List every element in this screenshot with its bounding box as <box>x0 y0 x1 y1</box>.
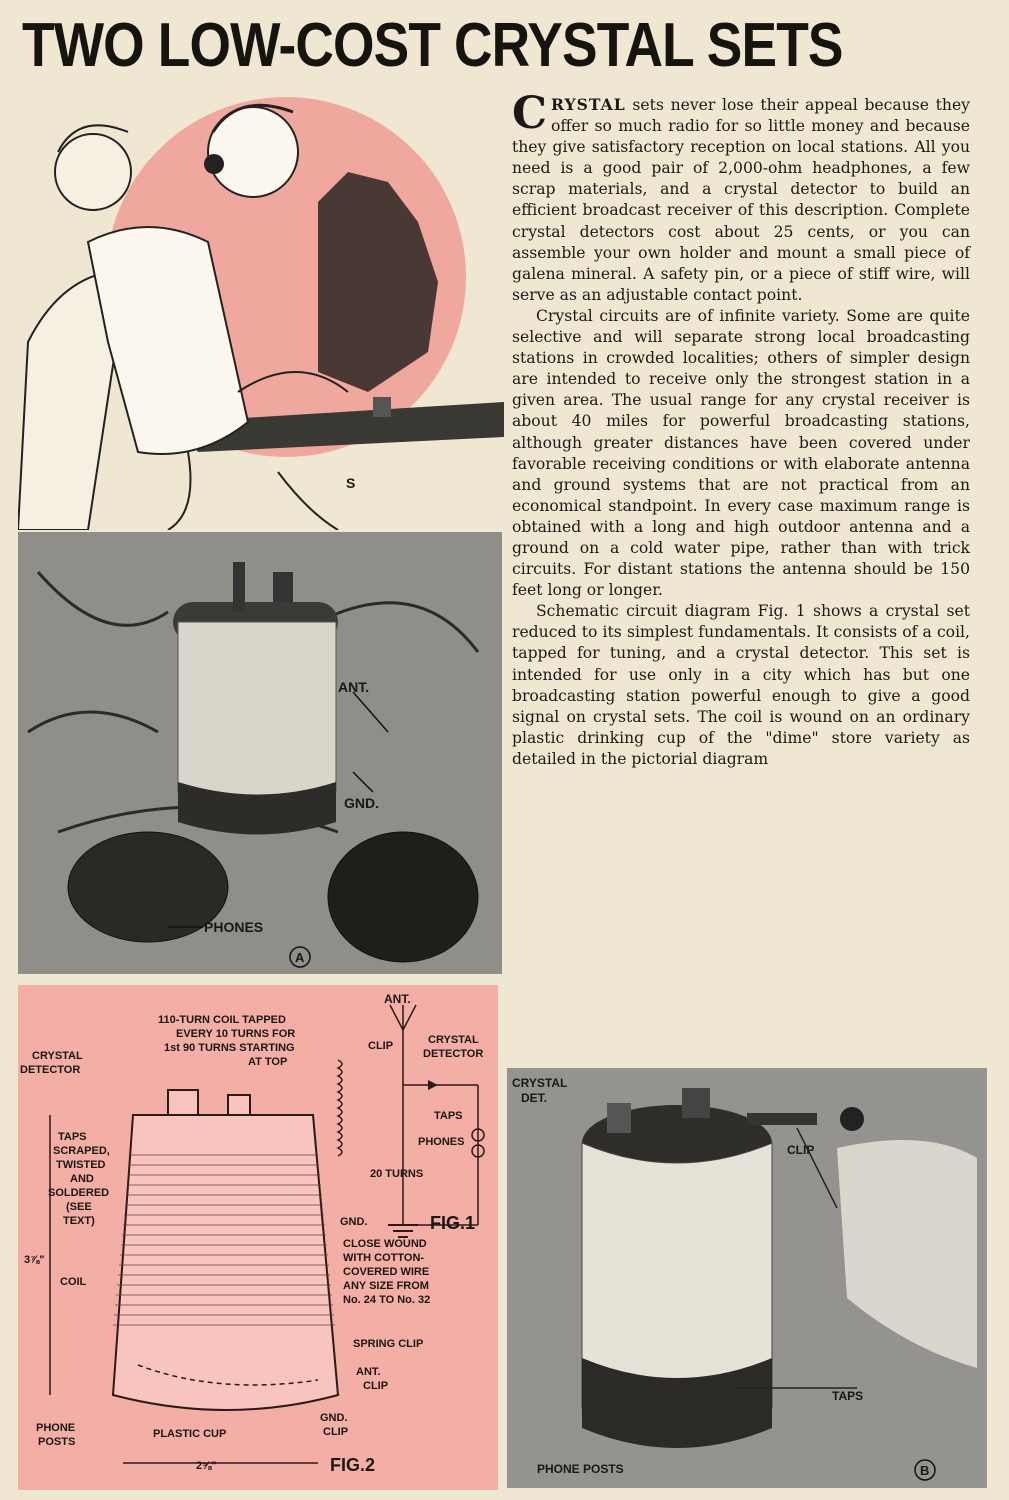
phones-label-fig1: PHONES <box>418 1136 465 1148</box>
cup-outline <box>113 1115 338 1410</box>
ant-clip-label: ANT. CLIP <box>356 1366 389 1392</box>
ant-label-a: ANT. <box>338 679 370 695</box>
gnd-label-fig1: GND. <box>340 1216 368 1228</box>
close-wound-note: CLOSE WOUND WITH COTTON- COVERED WIRE ANY SIZE FROM No. 24 TO No. 32 <box>343 1238 431 1306</box>
gnd-label-a: GND. <box>344 795 379 811</box>
article-paragraph-2: Crystal circuits are of infinite variety. Some are quite selective and will separate strong local broadcasting stations in crowded localities; others of simpler design are intended to receive only the strongest station in a given area. The usual range for any crystal receiver is about 40 miles for powerful broadcasting stations, although greater distances have been covered under favorable receiving conditions or with elaborate antenna and ground systems that are not practical from an economical standpoint. In every case maximum range is obtained with a long and high outdoor antenna and a ground on a cold water pipe, rather than with trick circuits. For distant stations the antenna should be 150 feet long or longer. <box>512 306 970 600</box>
fig2-caption: FIG.2 <box>330 1455 376 1475</box>
headphone-icon <box>204 154 224 174</box>
coil-tap-note: 110-TURN COIL TAPPED EVERY 10 TURNS FOR 1st 90 TURNS STARTING AT TOP <box>158 1014 296 1068</box>
crystal-det-label: CRYSTAL DET. <box>512 1076 568 1105</box>
plastic-cup-label: PLASTIC CUP <box>153 1428 227 1440</box>
ant-label-fig1: ANT. <box>384 992 411 1006</box>
listening-illustration <box>18 92 504 530</box>
photo-a-drawing <box>18 532 502 974</box>
coil-form <box>178 622 336 805</box>
crystal-detector-label-fig1: CRYSTAL DETECTOR <box>423 1034 484 1060</box>
crystal-detector-label-fig2: CRYSTAL DETECTOR <box>20 1050 83 1076</box>
illustration-drawing <box>18 92 504 530</box>
crystal-set-mini <box>373 397 391 417</box>
twenty-turns-label: 20 TURNS <box>370 1168 424 1180</box>
phone-posts-label-fig2: PHONE POSTS <box>36 1422 76 1448</box>
phone-posts-label-b: PHONE POSTS <box>537 1462 624 1476</box>
paragraph-1-text: sets never lose their appeal because they offer so much radio for so little money and because they give satisfactory reception on local stations. All you need is a good pair of 2,000-ohm headphones, a few scrap materials, and a crystal detector to build an efficient broadcast receiver of this description. Complete crystal detectors cost about 25 cents, or you can assemble your own holder and mount a small piece of galena mineral. A safety pin, or a piece of stiff wire, will serve as an adjustable contact point. <box>512 96 970 304</box>
photo-a-tag: A <box>295 950 305 965</box>
spring-clip-label: SPRING CLIP <box>353 1338 424 1350</box>
drop-cap: C <box>512 88 548 139</box>
clip-label-fig1: CLIP <box>368 1040 394 1052</box>
photo-a <box>18 532 502 974</box>
article-body <box>512 88 970 770</box>
lead-word: RYSTAL <box>551 95 626 114</box>
circuit-diagram-figure <box>18 985 498 1490</box>
article-paragraph-1 <box>512 88 970 306</box>
taps-label-b: TAPS <box>832 1389 864 1403</box>
clip-label-b: CLIP <box>787 1143 815 1157</box>
photo-b-drawing <box>507 1068 987 1488</box>
artist-signature: S <box>346 475 356 491</box>
photo-b-tag: B <box>920 1463 930 1478</box>
gnd-clip-label: GND. CLIP <box>320 1412 349 1438</box>
fig1-caption: FIG.1 <box>430 1213 476 1233</box>
earphone-right <box>328 832 478 962</box>
height-dimension-label: 3⅞" <box>24 1254 45 1266</box>
article-paragraph-3: Schematic circuit diagram Fig. 1 shows a crystal set reduced to its simplest fundamentals. It consists of a coil, tapped for tuning, and a crystal detector. This set is intended for use only in a city which has but one broadcasting station powerful enough to give a good signal on crystal sets. The coil is wound on an ordinary plastic drinking cup of the "dime" store variety as detailed in the pictorial diagram <box>512 602 970 768</box>
headline: TWO LOW-COST CRYSTAL SETS <box>22 11 843 80</box>
diagram-drawing <box>18 985 498 1490</box>
width-dimension-label: 2⅝" <box>196 1460 217 1472</box>
coil-label-fig2: COIL <box>60 1276 87 1288</box>
phones-label-a: PHONES <box>204 919 264 935</box>
photo-b <box>507 1068 987 1488</box>
taps-label-fig1: TAPS <box>434 1110 463 1122</box>
detector-body <box>168 1090 198 1115</box>
taps-scraped-note: TAPS SCRAPED, TWISTED AND SOLDERED (SEE TEXT) <box>48 1131 110 1227</box>
boy-head <box>55 134 131 210</box>
